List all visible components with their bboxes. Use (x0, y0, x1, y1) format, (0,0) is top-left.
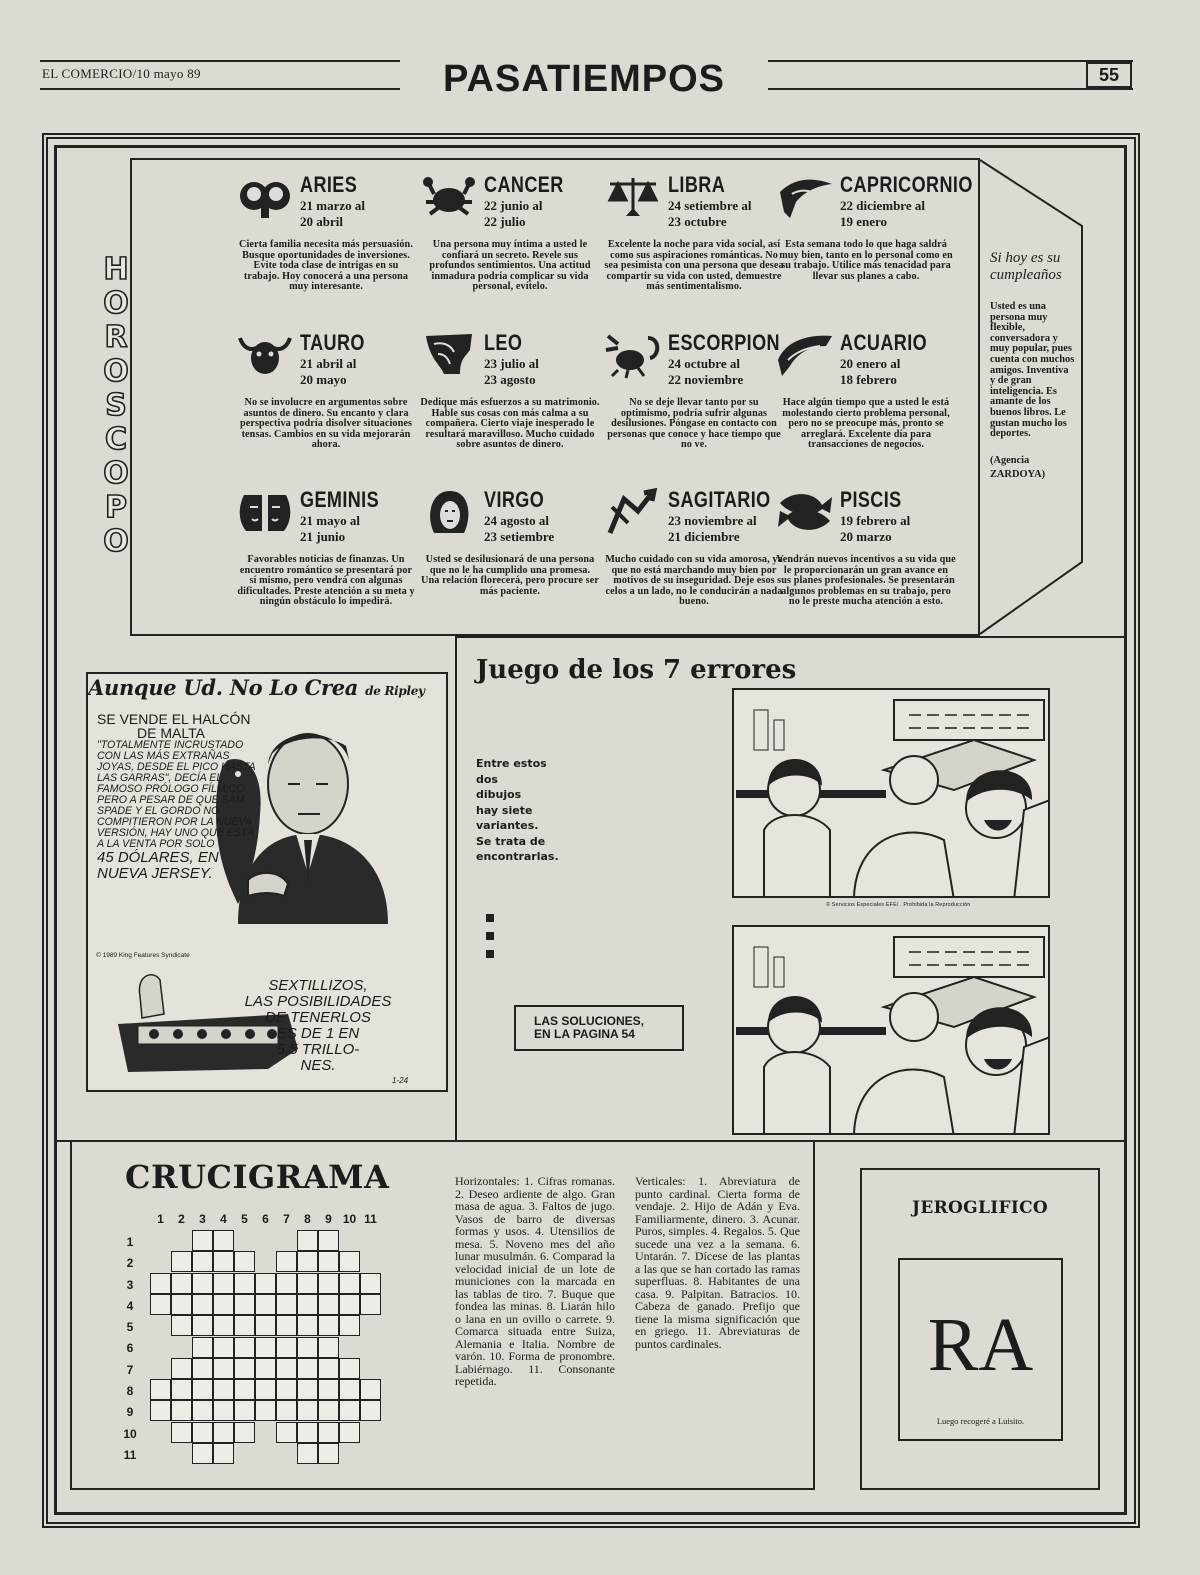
sagittarius-icon (604, 487, 662, 537)
crossword-cell[interactable] (192, 1358, 213, 1379)
crossword-cell[interactable] (192, 1251, 213, 1272)
crossword-cell[interactable] (360, 1400, 381, 1421)
crossword-cell[interactable] (339, 1315, 360, 1336)
crossword-cell[interactable] (213, 1400, 234, 1421)
crossword-cell[interactable] (213, 1422, 234, 1443)
crossword-cell[interactable] (318, 1400, 339, 1421)
crossword-cell[interactable] (234, 1251, 255, 1272)
horoscope-vertical-title: H O R O S C O P O (103, 252, 129, 559)
crossword-cell[interactable] (171, 1358, 192, 1379)
virgo-icon (420, 487, 478, 537)
crossword-cell[interactable] (234, 1294, 255, 1315)
ripley-copyright: © 1989 King Features Syndicate (96, 952, 190, 959)
sign-libra: LIBRA 24 setiembre al 23 octubre Excelente la noche para vida social, así como sus aspiraciones románticas. No sea pesimista con una persona que desea compartir su vida con usted, demuestre más sentimentalismo. (604, 172, 784, 293)
ripley-fact-falcon: SE VENDE EL HALCÓN DE MALTA "TOTALMENTE INCRUSTADO CON LAS MÁS EXTRAÑAS JOYAS, DESDE EL PICO HASTA LAS GARRAS", DECÍA EL FAMOSO PRÓLOGO FÍLMICO. PERO A PESAR DE QUE SAM SPADE Y EL GORDO NO COMPITIERON POR LA NUEVA VERSIÓN, HAY UNO QUE ESTÁ A LA VENTA POR SOLO 45 DÓLARES, EN NUEVA JERSEY. (97, 711, 256, 882)
crossword-cell[interactable] (192, 1337, 213, 1358)
aries-icon (236, 172, 294, 222)
errores-credit: © Servicios Especiales EFE/ . Prohibida la Reproducción (826, 902, 971, 908)
crossword-title: CRUCIGRAMA (125, 1158, 390, 1196)
birthday-column (990, 250, 1076, 482)
sign-tauro: TAURO 21 abril al 20 mayo No se involucre en argumentos sobre asuntos de dinero. Su encanto y clara perspectiva podría disolver situaciones tensas. Cambios en su vida mejorarán ahora. (236, 330, 416, 475)
crossword-cell[interactable] (171, 1379, 192, 1400)
crossword-cell[interactable] (213, 1273, 234, 1294)
crossword-cell[interactable] (360, 1294, 381, 1315)
crossword-cell[interactable] (318, 1273, 339, 1294)
capricorn-icon (776, 172, 834, 222)
crossword-cell[interactable] (255, 1337, 276, 1358)
crossword-cell[interactable] (213, 1358, 234, 1379)
crossword-cell[interactable] (339, 1400, 360, 1421)
birthday-text: Usted es una persona muy flexible, conversadora y muy popular, pues cuenta con muchos amigos. Inventiva y de gran inteligencia. Es amante de los buenos libros. Le gustan mucho los deportes. (990, 301, 1075, 440)
crossword-cell[interactable] (171, 1251, 192, 1272)
crossword-cell[interactable] (234, 1422, 255, 1443)
crossword-cell[interactable] (150, 1379, 171, 1400)
crossword-cell[interactable] (171, 1294, 192, 1315)
publication-info: EL COMERCIO/10 mayo 89 (42, 66, 201, 81)
crossword-row-numbers: 1 2 3 4 5 6 7 8 9 10 11 (123, 1235, 137, 1462)
crossword-clues-vertical: Verticales: 1. Abreviatura de punto cardinal. Cierta forma de vendaje. 2. Hijo de Adán y Eva. Familiarmente, dinero. 3. Acunar. Puros, simples. 4. Regalos. 5. Que sucede una vez a la semana. 6. Untarán. 7. Dícese de las plantas a las que se han cortado las ramas superfluas. 8. Habitantes de una casa. 9. Palpitan. Batracios. 10. Cabeza de ganado. Prefijo que tiene la misma significación que en griego. 11. Abreviaturas de puntos cardinales. (635, 1174, 800, 1351)
leo-icon (420, 330, 478, 380)
crossword-cell[interactable] (318, 1230, 339, 1251)
crossword-cell[interactable] (234, 1315, 255, 1336)
crossword-cell[interactable] (213, 1251, 234, 1272)
crossword-cell[interactable] (318, 1379, 339, 1400)
crossword-cell[interactable] (276, 1400, 297, 1421)
crossword-cell[interactable] (297, 1358, 318, 1379)
errores-drawing-2 (732, 925, 1050, 1135)
crossword-cell[interactable] (255, 1315, 276, 1336)
pisces-icon (776, 487, 834, 537)
errores-instructions: Entre estos dos dibujos hay siete variantes. Se trata de encontrarlas. (476, 757, 559, 863)
crossword-cell[interactable] (297, 1273, 318, 1294)
sign-virgo: VIRGO 24 agosto al 23 setiembre Usted se desilusionará de una persona que no le ha cumplido una promesa. Una relación florecerá, pero procure ser más paciente. (421, 487, 599, 597)
crossword-cell[interactable] (276, 1273, 297, 1294)
errores-title: Juego de los 7 errores (476, 655, 797, 685)
crossword-cell[interactable] (276, 1422, 297, 1443)
crossword-grid (150, 1230, 381, 1464)
crossword-cell[interactable] (192, 1273, 213, 1294)
ripley-fact-sextuplets: SEXTILLIZOS, LAS POSIBILIDADES DE TENERLOS ES DE 1 EN 5,5 TRILLO- NES. (244, 977, 392, 1074)
errores-drawing-1 (732, 688, 1050, 898)
crossword-cell[interactable] (339, 1358, 360, 1379)
bullet-square (486, 914, 494, 922)
page-number: 55 (1086, 62, 1132, 88)
crossword-cell[interactable] (213, 1443, 234, 1464)
crossword-cell[interactable] (318, 1294, 339, 1315)
crossword-cell[interactable] (318, 1358, 339, 1379)
crossword-cell[interactable] (171, 1422, 192, 1443)
crossword-cell[interactable] (234, 1337, 255, 1358)
crossword-cell[interactable] (213, 1315, 234, 1336)
solutions-box: LAS SOLUCIONES, EN LA PAGINA 54 (514, 1005, 684, 1051)
crossword-cell[interactable] (297, 1251, 318, 1272)
crossword-cell[interactable] (171, 1273, 192, 1294)
birthday-source: (Agencia ZARDOYA) (990, 454, 1046, 480)
libra-icon (604, 172, 662, 222)
crossword-cell[interactable] (234, 1273, 255, 1294)
crossword-cell[interactable] (297, 1400, 318, 1421)
crossword-cell[interactable] (192, 1294, 213, 1315)
crossword-cell[interactable] (150, 1294, 171, 1315)
crossword-cell[interactable] (171, 1315, 192, 1336)
page-title: PASATIEMPOS (400, 54, 768, 104)
crossword-cell[interactable] (171, 1400, 192, 1421)
gemini-icon (236, 487, 294, 537)
cancer-icon (420, 172, 478, 222)
birthday-title: Si hoy es su cumpleaños (990, 250, 1062, 283)
crossword-cell[interactable] (213, 1379, 234, 1400)
crossword-cell[interactable] (213, 1230, 234, 1251)
crossword-cell[interactable] (297, 1443, 318, 1464)
ripley-code: 1-24 (392, 1076, 409, 1085)
crossword-cell[interactable] (339, 1422, 360, 1443)
crossword-cell[interactable] (255, 1294, 276, 1315)
crossword-cell[interactable] (150, 1400, 171, 1421)
bullet-square (486, 950, 494, 958)
sign-cancer: CANCER 22 junio al 22 julio Una persona muy íntima a usted le confiará un secreto. Revele sus profundos sentimientos. Una actitud inmadura podría complicar su vida personal, evítelo. (420, 172, 600, 317)
crossword-cell[interactable] (276, 1358, 297, 1379)
sign-leo: LEO 23 julio al 23 agosto Dedique más esfuerzos a su matrimonio. Hable sus cosas con más calma a su compañera. Cierto viaje inesperado le resultará maravilloso. Mucho cuidado sobre asuntos de dinero. (420, 330, 600, 451)
crossword-cell[interactable] (318, 1337, 339, 1358)
crossword-cell[interactable] (276, 1315, 297, 1336)
sign-aries: ARIES 21 marzo al 20 abril Cierta familia necesita más persuasión. Busque oportunidades de inversiones. Evite toda clase de intrigas en su trabajo. Hoy conocerá a una persona muy interesante. (236, 172, 416, 317)
crossword-cell[interactable] (339, 1294, 360, 1315)
crossword-cell[interactable] (192, 1315, 213, 1336)
crossword-clues-horizontal: Horizontales: 1. Cifras romanas. 2. Deseo ardiente de algo. Gran masa de agua. 3. Faltos de jugo. Vasos de barro de diversas formas y usos. 4. Utensilios de mesa. 5. Noveno mes del año lunar musulmán. 6. Comparad la velocidad inicial de un lote de municiones con la marcada en las tablas de tiro. 7. Buque que fondea las minas. 8. Liarán hilo o lana en un ovillo o carrete. 9. Comarca situada entre Suiza, Alemania e Italia. Nombre de varón. 10. Forma de pronombre. Labiérnago. 11. Consonante repetida. (455, 1174, 615, 1388)
bullet-square (486, 932, 494, 940)
crossword-cell[interactable] (297, 1379, 318, 1400)
crossword-cell[interactable] (150, 1273, 171, 1294)
crossword-cell[interactable] (192, 1422, 213, 1443)
crossword-column-numbers: 1 2 3 4 5 6 7 8 9 10 11 (157, 1212, 377, 1226)
crossword-cell[interactable] (192, 1400, 213, 1421)
crossword-cell[interactable] (255, 1273, 276, 1294)
divider-errores-top (455, 636, 1127, 638)
crossword-cell[interactable] (360, 1273, 381, 1294)
crossword-cell[interactable] (339, 1273, 360, 1294)
crossword-cell[interactable] (318, 1251, 339, 1272)
crossword-cell[interactable] (276, 1294, 297, 1315)
crossword-cell[interactable] (276, 1337, 297, 1358)
crossword-cell[interactable] (318, 1422, 339, 1443)
crossword-cell[interactable] (339, 1251, 360, 1272)
crossword-cell[interactable] (234, 1358, 255, 1379)
sign-piscis: PISCIS 19 febrero al 20 marzo Vendrán nuevos incentivos a su vida que le proporcionarán un gran avance en sus planes profesionales. Se presentarán algunos problemas en su trabajo, pero no le preste mucha atención a esto. (776, 487, 956, 608)
divider-errores-left (455, 636, 457, 1140)
crossword-cell[interactable] (234, 1379, 255, 1400)
crossword-cell[interactable] (318, 1443, 339, 1464)
crossword-cell[interactable] (297, 1422, 318, 1443)
sign-sagitario: SAGITARIO 23 noviembre al 21 diciembre Mucho cuidado con su vida amorosa, ya que no está marchando muy bien por motivos de su inseguridad. Deje esos celos a un lado, no le conducirán a nada bueno. (605, 487, 783, 608)
crossword-cell[interactable] (276, 1379, 297, 1400)
crossword-cell[interactable] (234, 1400, 255, 1421)
crossword-cell[interactable] (318, 1315, 339, 1336)
ripley-headline: SE VENDE EL HALCÓN DE MALTA (97, 711, 251, 741)
jeroglifico-title: JEROGLIFICO (911, 1198, 1049, 1218)
crossword-cell[interactable] (297, 1230, 318, 1251)
crossword-cell[interactable] (255, 1379, 276, 1400)
sign-geminis: GEMINIS 21 mayo al 21 junio Favorables noticias de finanzas. Un encuentro romántico se presentará por sí mismo, pero vendrá con algunas dificultades. Preste atención a su meta y ningún obstáculo lo impedirá. (237, 487, 415, 608)
crossword-cell[interactable] (192, 1443, 213, 1464)
sign-escorpion: ESCORPION 24 octubre al 22 noviembre No se deje llevar tanto por su optimismo, podría sufrir algunas desilusiones. Póngase en contacto con personas que conoce y hace tiempo que no ve. (604, 330, 784, 475)
sign-acuario: ACUARIO 20 enero al 18 febrero Hace algún tiempo que a usted le está molestando cierto problema personal, pero no se preocupe más, pronto se arreglará. Excelente día para transacciones de negocios. (776, 330, 956, 475)
crossword-cell[interactable] (213, 1337, 234, 1358)
crossword-cell[interactable] (192, 1379, 213, 1400)
crossword-cell[interactable] (297, 1337, 318, 1358)
jeroglifico-word: RA (927, 1303, 1034, 1387)
crossword-cell[interactable] (192, 1230, 213, 1251)
ripley-title: Aunque Ud. No Lo Crea de Ripley (88, 675, 425, 700)
crossword-cell[interactable] (255, 1358, 276, 1379)
crossword-cell[interactable] (297, 1294, 318, 1315)
scorpio-icon (604, 330, 662, 380)
crossword-cell[interactable] (276, 1251, 297, 1272)
taurus-icon (236, 330, 294, 380)
crossword-cell[interactable] (213, 1294, 234, 1315)
crossword-cell[interactable] (297, 1315, 318, 1336)
jeroglifico-caption: Luego recogeré a Luisito. (936, 1416, 1025, 1426)
aquarius-icon (776, 330, 834, 380)
crossword-cell[interactable] (255, 1400, 276, 1421)
sign-capricornio: CAPRICORNIO 22 diciembre al 19 enero Esta semana todo lo que haga saldrá muy bien, tanto en lo personal como en su trabajo. Utilice más tenacidad para llevar sus planes a cabo. (776, 172, 956, 317)
crossword-cell[interactable] (339, 1379, 360, 1400)
crossword-cell[interactable] (360, 1379, 381, 1400)
